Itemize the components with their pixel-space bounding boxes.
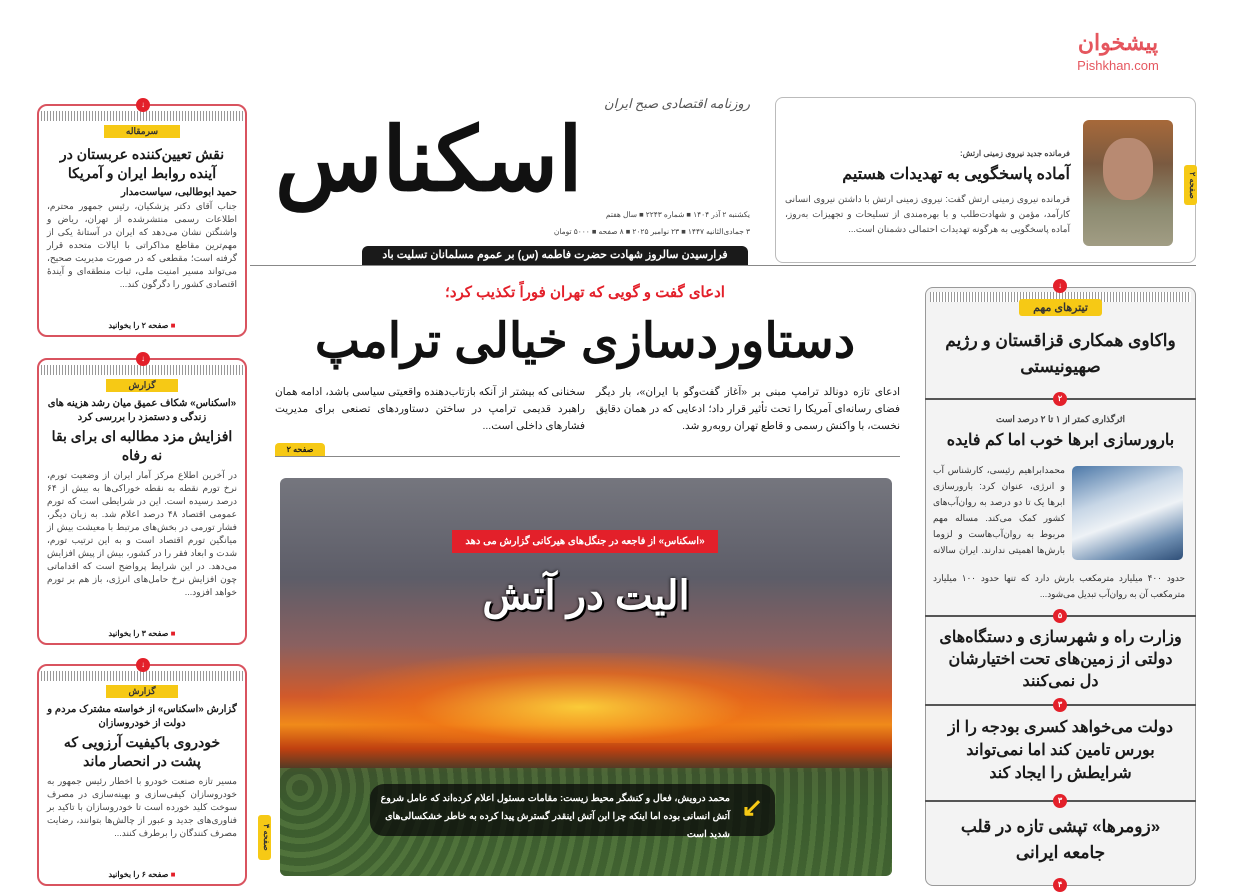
read-more-link[interactable]: ■ صفحه ۳ را بخوانید	[47, 625, 237, 643]
stripe-decoration	[41, 671, 243, 681]
headline-item[interactable]: وزارت راه و شهرسازی و دستگاه‌های دولتی از زمین‌های تحت اختیارشان دل نمی‌کنند	[939, 629, 1182, 690]
main-body-left: سخنانی که بیشتر از آنکه بازتاب‌دهنده واقعیتی سیاسی باشد، ادامه همان راهبرد قدیمی ترامپ در ساختن دستاوردهای تصنعی برای مدیریت فشارهای داخلی است...	[275, 386, 585, 432]
page-number: ۳	[1053, 698, 1067, 712]
commander-photo	[1083, 120, 1173, 246]
kicker: اثرگذاری کمتر از ۱ تا ۲ درصد است	[996, 414, 1125, 424]
watermark-url: Pishkhan.com	[1077, 58, 1159, 73]
stripe-decoration	[41, 365, 243, 375]
arrow-down-icon: ↓	[1053, 279, 1067, 293]
arrow-down-left-icon: ↙	[741, 792, 763, 822]
page-number: ۴	[1053, 878, 1067, 892]
tagline: روزنامه اقتصادی صبح ایران	[604, 96, 750, 111]
arrow-down-icon: ↓	[136, 352, 150, 366]
section-tag: گزارش	[106, 379, 177, 392]
headline-item[interactable]: واکاوی همکاری قزاقستان و رژیم صهیونیستی	[945, 331, 1176, 376]
divider	[250, 265, 1196, 266]
cloud-seeding-photo	[1072, 466, 1183, 560]
headline-item[interactable]: دولت می‌خواهد کسری بودجه را از بورس تامین کند اما نمی‌تواند شرایطش را ایجاد کند	[948, 719, 1173, 782]
hijri-date-line: ۳ جمادی‌الثانیه ۱۴۴۷ ■ ۲۳ نوامبر ۲۰۲۵ ■ ۸ صفحه ■ ۵۰۰۰ تومان	[553, 227, 750, 236]
page-number: ۳	[1053, 794, 1067, 808]
body-text: در آخرین اطلاع مرکز آمار ایران از وضعیت تورم، نرخ تورم نقطه به نقطه خوراکی‌ها به بیش از ۶۴ درصد رسیده است. این در شرایطی است که تورم عمومی اقتصاد ۴۸ درصد اعلام شد. به زبان دیگر، فشار تورمی در بخش‌های مرتبط با معیشت بیش از میانگین تورم اقتصاد است و به این ترتیب تورم، شدت و ابعاد فقر را در کشور، بیش از پیش افزایش می‌دهد. در این شرایط پرواضح است که اقداماتی چون افزایش نرخ حامل‌های انرژی، باز هم بر تورم خواهد افزود...	[47, 470, 237, 597]
section-tag: تیترهای مهم	[1019, 299, 1102, 316]
kicker: «اسکناس» شکاف عمیق میان رشد هزینه های زندگی و دستمزد را بررسی کرد	[47, 398, 237, 423]
stripe-decoration	[41, 111, 243, 121]
kicker: گزارش «اسکناس» از خواسته مشترک مردم و دولت از خودروسازان	[47, 704, 237, 729]
photo-headline[interactable]: الیت در آتش	[482, 574, 690, 618]
photo-label: «اسکناس» از فاجعه در جنگل‌های هیرکانی گزارش می دهد	[452, 530, 718, 553]
page-tab[interactable]: صفحه ۲	[275, 443, 325, 456]
editorial-box[interactable]	[37, 100, 247, 337]
arrow-down-icon: ↓	[136, 98, 150, 112]
read-more-link[interactable]: ■ صفحه ۶ را بخوانید	[47, 866, 237, 884]
page-tab[interactable]: صفحه ۲	[1184, 165, 1197, 205]
headline[interactable]: افزایش مزد مطالبه ای برای بقا نه رفاه	[51, 428, 233, 463]
report-box-wages[interactable]	[37, 354, 247, 645]
headline-item[interactable]: «زومرها» تپشی تازه در قلب جامعه ایرانی	[960, 817, 1161, 862]
body-text: فرمانده نیروی زمینی ارتش گفت: نیروی زمینی ارتش با داشتن نیروی انسانی کارآمد، مؤمن و شهادت‌طلب و با بهره‌مندی از تسلیحات و تجهیزات به‌روز، آماده پاسخگویی به هرگونه تهدیدات احتمالی دشمنان است...	[785, 194, 1070, 234]
section-tag: سرمقاله	[104, 125, 180, 138]
main-kicker: ادعای گفت و گویی که تهران فوراً تکذیب کرد؛	[445, 284, 725, 301]
main-headline[interactable]: دستاوردسازی خیالی ترامپ	[314, 315, 856, 368]
divider	[275, 456, 900, 457]
headline[interactable]: نقش تعیین‌کننده عربستان در آینده روابط ایران و آمریکا	[59, 146, 225, 181]
kicker: فرمانده جدید نیروی زمینی ارتش:	[959, 149, 1070, 158]
page-number: ۲	[1053, 392, 1067, 406]
body-text: جناب آقای دکتر پزشکیان، رئیس جمهور محترم، اطلاعات رسمی منتشرشده از تهران، ریاض و واشنگتن نشان می‌دهد که ایران در آستانهٔ یکی از مهم‌ترین مقاطع مذاکراتی با ایالات متحده قرار گرفته است؛ مقطعی که در صورت مدیریت صحیح، می‌تواند مسیر امنیت ملی، ثبات منطقه‌ای و آیندهٔ اقتصادی کشور را دگرگون کند...	[47, 201, 237, 289]
top-story-box[interactable]	[775, 97, 1196, 263]
report-box-cars[interactable]	[37, 660, 247, 886]
watermark-logo: پیشخوان	[1077, 30, 1159, 55]
section-tag: گزارش	[106, 685, 177, 698]
body-text-continued: حدود ۴۰۰ میلیارد مترمکعب بارش دارد که تنها حدود ۱۰۰ میلیارد مترمکعب آن به روان‌آب تبدیل می‌شود...	[933, 573, 1185, 599]
masthead-logo: اسکناس	[275, 110, 583, 209]
read-more-link[interactable]: ■ صفحه ۲ را بخوانید	[47, 317, 237, 335]
date-line: یکشنبه ۲ آذر ۱۴۰۴ ■ شماره ۲۲۴۳ ■ سال هفتم	[605, 210, 750, 219]
arrow-down-icon: ↓	[136, 658, 150, 672]
headline: آماده پاسخگویی به تهدیدات هستیم	[842, 166, 1070, 183]
headline-item[interactable]: بارورسازی ابرها خوب اما کم فایده	[946, 432, 1175, 449]
headline[interactable]: خودروی باکیفیت آرزویی که پشت در انحصار ماند	[63, 734, 221, 769]
main-body-right: ادعای تازه دونالد ترامپ مبنی بر «آغاز گفت‌وگو با ایران»، بار دیگر فضای رسانه‌ای آمریکا را تحت تأثیر قرار داد؛ ادعایی که در همان دقایق نخست، با واکنش رسمی و قاطع تهران روبه‌رو شد.	[596, 386, 900, 432]
photo-caption: ↙ محمد درویش، فعال و کنشگر محیط زیست: مقامات مسئول اعلام کرده‌اند که عامل شروع آتش انسانی بوده اما اینکه چرا این آتش اینقدر گسترش پیدا کرده به خاطر خشکسالی‌های شدید است	[370, 784, 775, 836]
condolence-banner: فرارسیدن سالروز شهادت حضرت فاطمه (س) بر عموم مسلمانان تسلیت باد	[362, 246, 748, 265]
body-text: محمدابراهیم رئیسی، کارشناس آب و انرژی، عنوان کرد: بارورسازی ابرها یک تا دو درصد به روان‌آب‌های کشور کمک می‌کند. مساله مهم مربوط به روان‌آب‌هاست و لزوما بارش‌ها اهمیتی ندارند. ایران سالانه	[933, 465, 1065, 555]
author: حمید ابوطالبی، سیاست‌مدار	[120, 187, 237, 198]
page-tab[interactable]: صفحه ۴	[258, 815, 271, 860]
page-number: ۵	[1053, 609, 1067, 623]
body-text: مسیر تازه صنعت خودرو با اخطار رئیس جمهور به خودروسازان کیفی‌سازی و بهینه‌سازی در مصرف سوخت کلید خورده است تا خودروسازان با تاکید بر فناوری‌های جدید و عبور از چالش‌ها بتوانند، رضایت مصرف کنندگان را برطرف کنند...	[47, 776, 237, 838]
